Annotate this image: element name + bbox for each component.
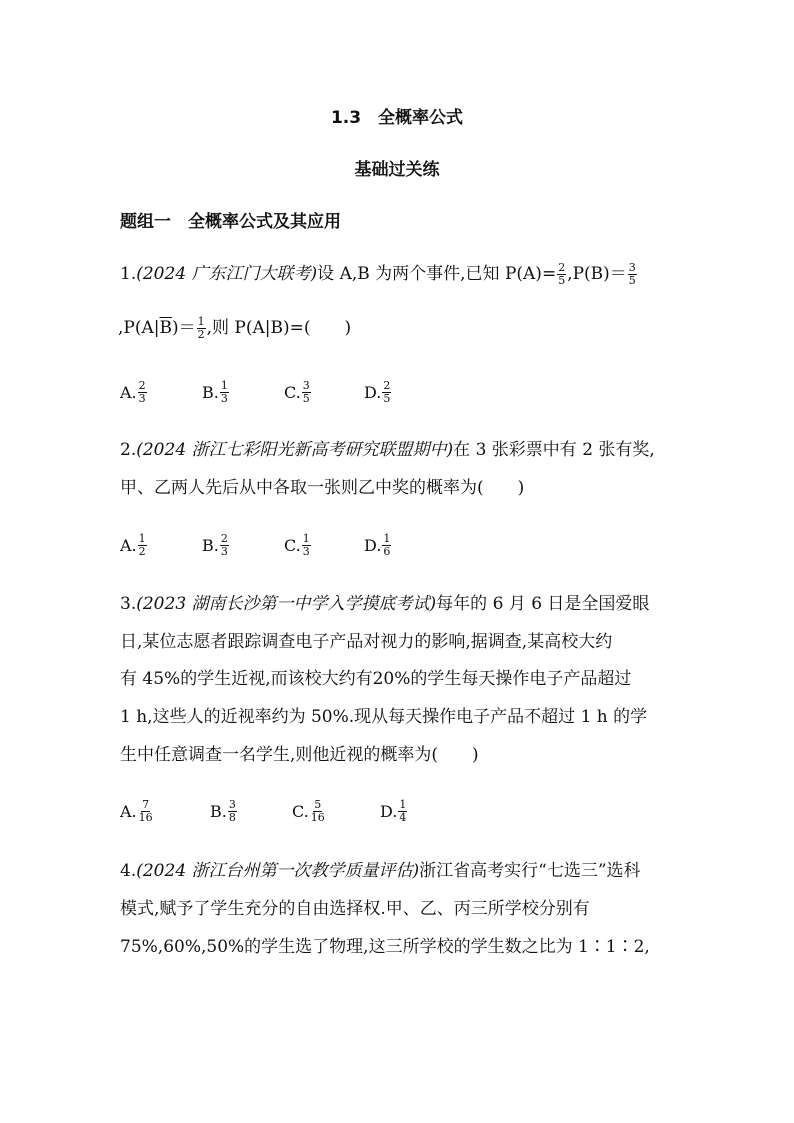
q3-line2: 日,某位志愿者跟踪调查电子产品对视力的影响,据调查,某高校大约: [120, 632, 613, 652]
section-title: 1.3 全概率公式: [330, 108, 464, 128]
q1-text-d: )＝: [171, 318, 196, 338]
q3-line1: 3.(2023 湖南长沙第一中学入学摸底考试)每年的 6 月 6 日是全国爱眼: [120, 594, 650, 614]
q1-options: [120, 380, 392, 405]
q3-option-c[interactable]: C. $\frac{5}{16}$: [292, 798, 325, 824]
q1-text-a: 设 A,B 为两个事件,已知 P(A)=: [317, 264, 557, 284]
q2-source: (2024 浙江七彩阳光新高考研究联盟期中): [136, 440, 454, 460]
q1-b-complement: $\overline{B}$: [159, 318, 172, 338]
q1-source: (2024 广东江门大联考): [136, 264, 318, 284]
q3-line5: 生中任意调查一名学生,则他近视的概率为( ): [120, 745, 479, 765]
q1-fraction-pb: $\frac{3}{5}$: [628, 261, 636, 287]
q1-text-e: ,则 P(A|B)=( ): [206, 318, 352, 338]
q1-fraction-pab: $\frac{1}{2}$: [197, 315, 205, 341]
q4-line3: 75%,60%,50%的学生选了物理,这三所学校的学生数之比为 1∶1∶2,: [120, 937, 650, 957]
q2-number: 2.: [120, 440, 137, 460]
q1-option-a[interactable]: A. $\frac{2}{3}$: [120, 379, 146, 405]
q4-source: (2024 浙江台州第一次教学质量评估): [136, 861, 420, 881]
q3-option-a[interactable]: A. $\frac{7}{16}$: [120, 798, 153, 824]
q4-line2: 模式,赋予了学生充分的自由选择权.甲、乙、丙三所学校分别有: [120, 899, 590, 919]
section-subtitle: 基础过关练: [354, 160, 440, 180]
q3-number: 3.: [120, 594, 137, 614]
q3-line3: 有 45%的学生近视,而该校大约有20%的学生每天操作电子产品超过: [120, 669, 632, 689]
q1-option-b[interactable]: B. $\frac{1}{3}$: [202, 379, 228, 405]
q1-number: 1.: [120, 264, 137, 284]
q1-fraction-pa: $\frac{2}{5}$: [558, 261, 566, 287]
q1-line2: [118, 316, 351, 341]
q3-option-d[interactable]: D. $\frac{1}{4}$: [380, 798, 407, 824]
q1-text-c: ,P(A|: [118, 318, 160, 338]
q2-line2: 甲、乙两人先后从中各取一张则乙中奖的概率为( ): [120, 478, 525, 498]
q1-option-c[interactable]: C. $\frac{3}{5}$: [284, 379, 310, 405]
q2-option-d[interactable]: D. $\frac{1}{6}$: [364, 532, 391, 558]
q1-option-d[interactable]: D. $\frac{2}{5}$: [364, 379, 391, 405]
q2-line1: 2.(2024 浙江七彩阳光新高考研究联盟期中)在 3 张彩票中有 2 张有奖,: [120, 440, 655, 460]
q2-option-c[interactable]: C. $\frac{1}{3}$: [284, 532, 310, 558]
q4-line1: 4.(2024 浙江台州第一次教学质量评估)浙江省高考实行“七选三”选科: [120, 861, 641, 881]
q2-option-a[interactable]: A. $\frac{1}{2}$: [120, 532, 146, 558]
q1-text-b: ,P(B)＝: [567, 264, 627, 284]
q4-number: 4.: [120, 861, 137, 881]
q3-line4: 1 h,这些人的近视率约为 50%.现从每天操作电子产品不超过 1 h 的学: [120, 707, 648, 727]
q1-line1: [120, 262, 638, 287]
q2-option-b[interactable]: B. $\frac{2}{3}$: [202, 532, 228, 558]
q3-source: (2023 湖南长沙第一中学入学摸底考试): [136, 594, 437, 614]
q2-options: [120, 533, 392, 558]
q3-options: [120, 799, 408, 824]
q3-option-b[interactable]: B. $\frac{3}{8}$: [210, 798, 236, 824]
problem-group-heading: 题组一 全概率公式及其应用: [120, 212, 341, 232]
